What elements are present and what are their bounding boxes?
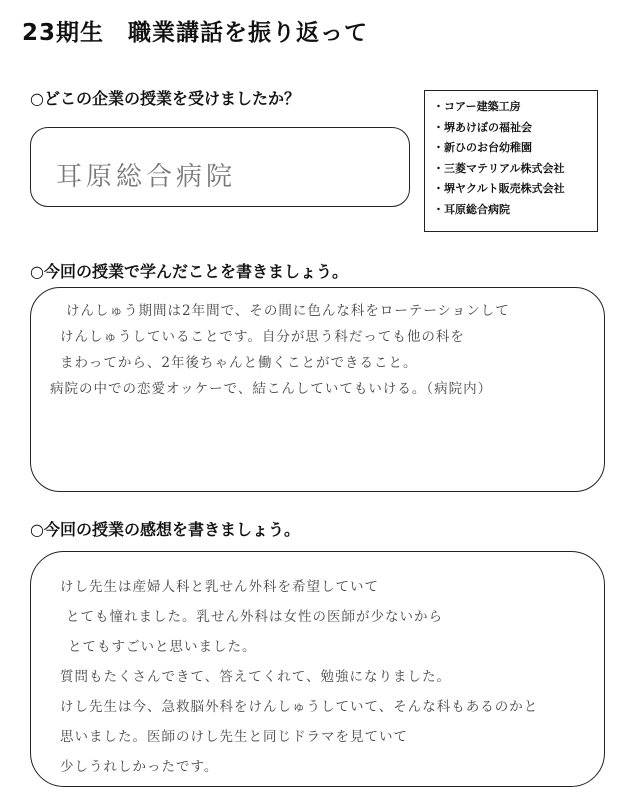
company-list xyxy=(424,90,598,232)
answer-2-text xyxy=(50,298,510,402)
question-2-heading: ○今回の授業で学んだことを書きましょう。 xyxy=(30,262,348,281)
answer-line: 質問もたくさんできて、答えてくれて、勉強になりました。 xyxy=(60,669,451,685)
answer-line: 思いました。医師のけし先生と同じドラマを見ていて xyxy=(60,729,408,745)
answer-3-text xyxy=(60,572,538,782)
answer-line: まわってから、2年後ちゃんと働くことができること。 xyxy=(60,355,418,371)
company-item: ・堺あけぼの福祉会 xyxy=(433,120,532,134)
company-item: ・三菱マテリアル株式会社 xyxy=(433,161,565,175)
answer-line: とてもすごいと思いました。 xyxy=(68,639,257,655)
company-item: ・コアー建築工房 xyxy=(433,100,521,113)
company-item: ・堺ヤクルト販売株式会社 xyxy=(433,182,565,195)
page-title: 23期生 職業講話を振り返って xyxy=(22,20,369,46)
company-item: ・耳原総合病院 xyxy=(433,202,510,216)
answer-line: とても憧れました。乳せん外科は女性の医師が少ないから xyxy=(66,609,443,625)
company-item: ・新ひのお台幼稚園 xyxy=(433,141,532,154)
answer-line: 病院の中での恋愛オッケーで、結こんしていてもいける。（病院内） xyxy=(50,381,493,397)
answer-line: けし先生は産婦人科と乳せん外科を希望していて xyxy=(60,579,379,595)
answer-1-text: 耳原総合病院 xyxy=(56,162,237,192)
answer-line: けんしゅうしていることです。自分が思う科だっても他の科を xyxy=(60,329,465,345)
question-1-heading: ○どこの企業の授業を受けましたか？ xyxy=(30,89,300,108)
answer-line: 少しうれしかったです。 xyxy=(60,759,219,775)
answer-line: けし先生は今、急救脳外科をけんしゅうしていて、そんな科もあるのかと xyxy=(60,699,539,715)
question-3-heading: ○今回の授業の感想を書きましょう。 xyxy=(30,520,300,539)
answer-line: けんしゅう期間は2年間で、その間に色んな科をローテーションして xyxy=(66,303,510,319)
